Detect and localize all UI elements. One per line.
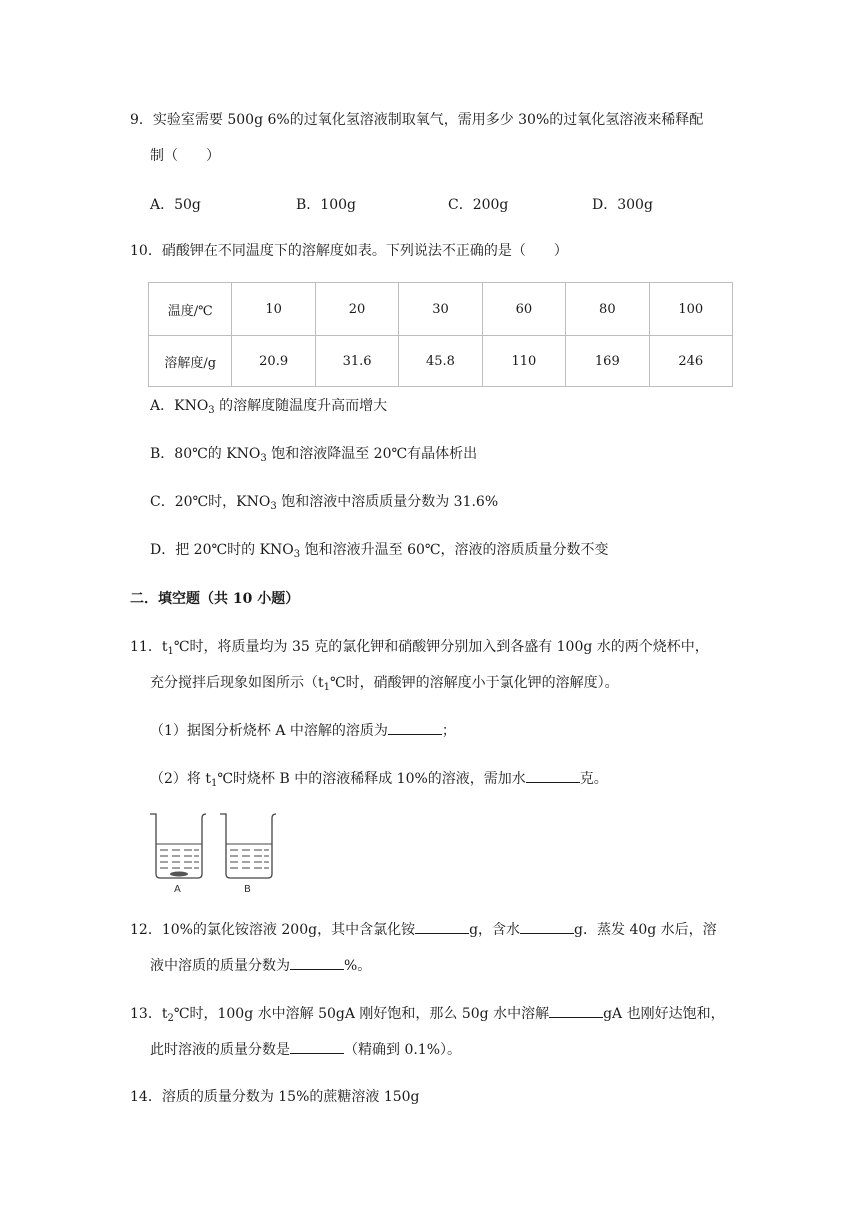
- q10-option-a-post: 的溶解度随温度升高而增大: [214, 398, 388, 414]
- answer-blank[interactable]: [415, 919, 469, 934]
- q12-line2-a: 液中溶质的质量分数为: [150, 958, 290, 974]
- q9-line2: 制（ ）: [150, 148, 220, 164]
- solubility-table: [148, 282, 733, 387]
- q12-line1-b: g，含水: [469, 922, 521, 938]
- q13-line2: [150, 1039, 461, 1060]
- table-cell: 110: [482, 336, 565, 387]
- table-row: [149, 336, 733, 387]
- q9-option-c: C．200g: [448, 197, 509, 213]
- q10-option-d-post: 饱和溶液升温至 60℃，溶液的溶质质量分数不变: [300, 542, 609, 558]
- answer-blank[interactable]: [290, 955, 344, 970]
- answer-blank[interactable]: [290, 1039, 344, 1054]
- table-header-temperature: 温度/℃: [149, 283, 232, 336]
- q11-line1: [130, 637, 709, 657]
- q10-option-c-pre: C．20℃时，KNO: [150, 494, 271, 510]
- subscript: 1: [167, 646, 174, 657]
- subscript: 3: [208, 405, 215, 416]
- q9-option-b: B．100g: [296, 197, 356, 213]
- q12-line2-b: %。: [344, 958, 372, 974]
- subscript: 3: [293, 549, 301, 560]
- q10-stem: 10．硝酸钾在不同温度下的溶解度如表。下列说法不正确的是（ ）: [130, 243, 568, 259]
- q13-line2-a: 此时溶液的质量分数是: [150, 1042, 290, 1058]
- q12-line2: [150, 955, 371, 976]
- table-cell: 80: [566, 283, 649, 336]
- q10-option-c-post: 饱和溶液中溶质质量分数为 31.6%: [276, 494, 499, 510]
- beaker-a-label: A: [174, 884, 181, 895]
- q11-line2-a: 充分搅拌后现象如图所示（t: [150, 675, 324, 691]
- table-cell: 20: [315, 283, 398, 336]
- beaker-b-label: B: [244, 884, 251, 895]
- q11-line1-b: ℃时，将质量均为 35 克的氯化钾和硝酸钾分别加入到各盛有 100g 水的两个烧杯中，: [173, 639, 709, 655]
- beakers-figure: [146, 810, 282, 896]
- q9-option-a: A．50g: [150, 197, 201, 213]
- q10-option-b: [150, 444, 477, 464]
- q10-option-b-post: 饱和溶液降温至 20℃有晶体析出: [266, 446, 478, 462]
- subscript: 3: [270, 501, 277, 512]
- subscript: 1: [210, 778, 218, 789]
- subscript: 3: [260, 453, 267, 464]
- q13-line1-b: ℃时，100g 水中溶解 50gA 刚好饱和，那么 50g 水中溶解: [173, 1006, 550, 1022]
- q13-line1-a: 13．t: [130, 1006, 168, 1022]
- q11-line2-b: ℃时，硝酸钾的溶解度小于氯化钾的溶解度）。: [330, 675, 619, 691]
- q11-part1-end: ；: [441, 723, 456, 739]
- table-cell: 100: [649, 283, 732, 336]
- answer-blank[interactable]: [388, 720, 442, 735]
- q11-part2-a: （2）将 t: [150, 771, 211, 787]
- q13-line2-b: （精确到 0.1%）。: [344, 1042, 462, 1058]
- q12-line1: [130, 919, 717, 940]
- section-heading: 二．填空题（共 10 小题）: [130, 591, 300, 607]
- q9-line1: 9．实验室需要 500g 6%的过氧化氢溶液制取氧气，需用多少 30%的过氧化氢溶液来稀释配: [130, 112, 704, 128]
- subscript: 2: [167, 1013, 174, 1024]
- q11-part2-b: ℃时烧杯 B 中的溶液稀释成 10%的溶液，需加水: [217, 771, 526, 787]
- q11-line2: [150, 673, 619, 693]
- beaker-a: [150, 814, 206, 878]
- q10-option-b-pre: B．80℃的 KNO: [150, 446, 261, 462]
- q10-option-d-pre: D．把 20℃时的 KNO: [150, 542, 294, 558]
- answer-blank[interactable]: [520, 919, 574, 934]
- q13-line1-c: gA 也刚好达饱和，: [603, 1006, 725, 1022]
- q9-option-d: D．300g: [592, 197, 653, 213]
- table-cell: 169: [566, 336, 649, 387]
- q11-line1-a: 11．t: [130, 639, 168, 655]
- table-cell: 31.6: [315, 336, 398, 387]
- answer-blank[interactable]: [549, 1003, 603, 1018]
- table-cell: 20.9: [232, 336, 315, 387]
- q10-option-c: [150, 492, 498, 512]
- table-cell: 246: [649, 336, 732, 387]
- q11-part2: [150, 768, 608, 789]
- table-header-solubility: 溶解度/g: [149, 336, 232, 387]
- table-cell: 10: [232, 283, 315, 336]
- table-cell: 60: [482, 283, 565, 336]
- table-cell: 30: [399, 283, 482, 336]
- table-row: [149, 283, 733, 336]
- q10-option-a: [150, 396, 387, 416]
- q11-part1: [150, 720, 456, 741]
- subscript: 1: [323, 682, 331, 693]
- q12-line1-a: 12．10%的氯化铵溶液 200g，其中含氯化铵: [130, 922, 416, 938]
- q10-option-d: [150, 540, 609, 560]
- q13-line1: [130, 1003, 725, 1024]
- q12-line1-c: g．蒸发 40g 水后，溶: [574, 922, 717, 938]
- q14-line1: 14．溶质的质量分数为 15%的蔗糖溶液 150g: [130, 1089, 420, 1105]
- q11-part2-c: 克。: [579, 771, 608, 787]
- table-cell: 45.8: [399, 336, 482, 387]
- beaker-b: [220, 814, 276, 878]
- q11-part1-text: （1）据图分析烧杯 A 中溶解的溶质为: [150, 723, 388, 739]
- q10-option-a-pre: A．KNO: [150, 398, 209, 414]
- answer-blank[interactable]: [526, 768, 580, 783]
